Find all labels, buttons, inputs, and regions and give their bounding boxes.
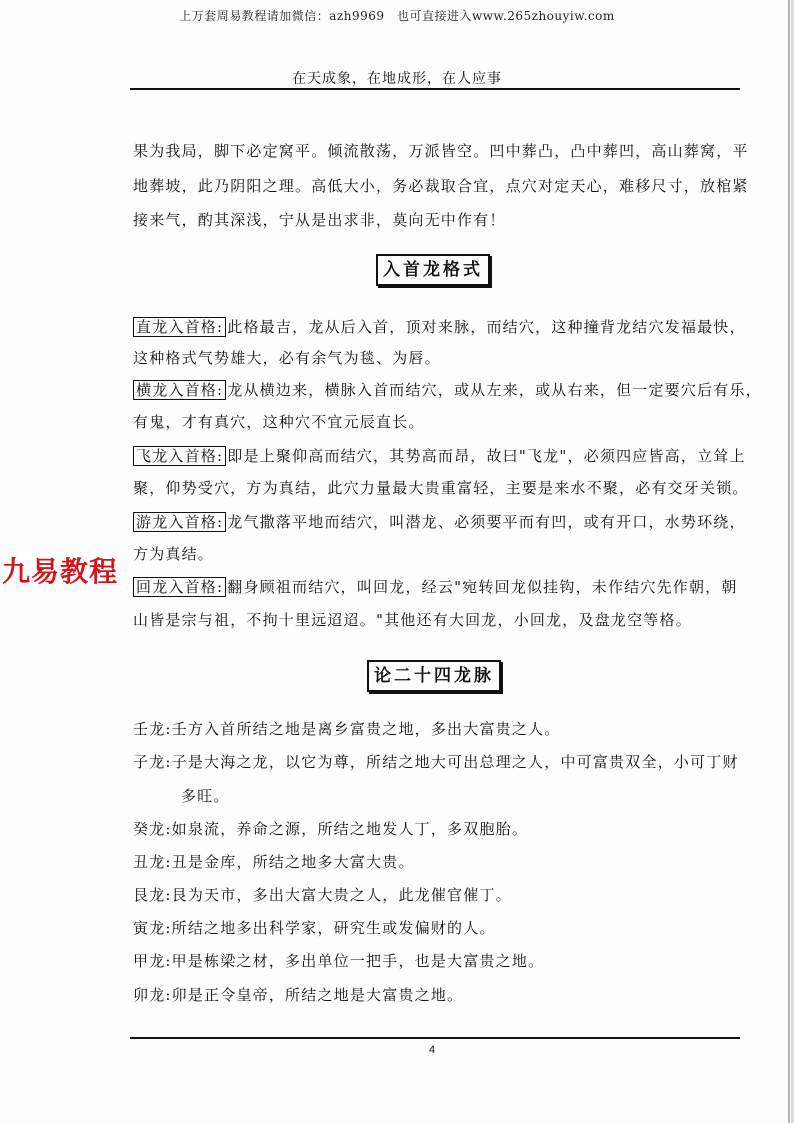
- dragon-item: [133, 951, 544, 971]
- item-line: [133, 577, 738, 597]
- dragon-item: [133, 752, 739, 772]
- page-number: 4: [428, 1044, 436, 1056]
- dragon-label: 癸龙:: [133, 820, 172, 838]
- item-line: [133, 380, 762, 400]
- intro-line-3: 接来气，酌其深浅，宁从是出求非，莫向无中作有！: [133, 211, 506, 229]
- dragon-item: [133, 885, 512, 905]
- dragon-text: 卯是正令皇帝，所结之地是大富贵之地。: [171, 986, 464, 1004]
- item-line-cont: 这种格式气势雄大，必有余气为毯、为唇。: [133, 349, 441, 367]
- dragon-text: 所结之地多出科学家，研究生或发偏财的人。: [171, 919, 496, 937]
- dragon-text: 子是大海之龙，以它为尊，所结之地大可出总理之人，中可富贵双全，小可丁财: [171, 753, 739, 771]
- item-line-cont: 有鬼，才有真穴，这种穴不宜元辰直长。: [133, 413, 425, 431]
- dragon-item-cont: 多旺。: [181, 787, 230, 805]
- dragon-label: 甲龙:: [133, 952, 172, 970]
- dragon-label: 子龙:: [133, 753, 172, 771]
- item-text: 此格最吉，龙从后入首，顶对来脉，而结穴，这种撞背龙结穴发福最快，: [227, 318, 746, 336]
- item-text: 龙气撒落平地而结穴，叫潜龙、必须要平而有凹，或有开口，水势环绕，: [227, 513, 746, 531]
- dragon-label: 丑龙:: [133, 853, 172, 871]
- dragon-text: 艮为天市，多出大富大贵之人，此龙催官催丁。: [171, 886, 512, 904]
- section-title-rushou-longge: 入首龙格式: [376, 254, 490, 286]
- section-title-ershisi-longmai: 论二十四龙脉: [367, 660, 501, 692]
- item-label: 直龙入首格:: [133, 317, 226, 337]
- watermark-logo: 九易教程: [2, 550, 118, 590]
- item-text: 翻身顾祖而结穴，叫回龙，经云"宛转回龙似挂钩，未作结穴先作朝，朝: [227, 578, 738, 596]
- dragon-text: 如泉流，养命之源，所结之地发人丁，多双胞胎。: [171, 820, 529, 838]
- footer-rule: [130, 1037, 740, 1039]
- header-rule: [130, 88, 740, 90]
- item-text: 龙从横边来，横脉入首而结穴，或从左来，或从右来，但一定要穴后有乐，: [227, 381, 762, 399]
- dragon-item: [133, 719, 560, 739]
- dragon-label: 壬龙:: [133, 720, 172, 738]
- running-header: 在天成象，在地成形，在人应事: [292, 71, 502, 87]
- item-line: [133, 512, 746, 532]
- intro-line-1: 果为我局，脚下必定窝平。倾流散荡，万派皆空。凹中葬凸，凸中葬凹，高山葬窝，平: [133, 142, 749, 160]
- intro-line-2: 地葬坡，此乃阴阳之理。高低大小，务必裁取合宜，点穴对定天心，难移尺寸，放棺紧: [133, 177, 749, 195]
- item-line: [133, 446, 746, 466]
- item-line-cont: 方为真结。: [133, 545, 215, 563]
- dragon-item: [133, 819, 528, 839]
- item-label: 游龙入首格:: [133, 512, 226, 532]
- item-label: 飞龙入首格:: [133, 446, 226, 466]
- dragon-label: 寅龙:: [133, 919, 172, 937]
- dragon-label: 卯龙:: [133, 986, 172, 1004]
- dragon-item: [133, 852, 415, 872]
- top-notice: 上万套周易教程请加微信：azh9969 也可直接进入www.265zhouyiw.com: [179, 9, 615, 23]
- item-line: [133, 317, 746, 337]
- item-text: 即是上聚仰高而结穴，其势高而昂，故曰"飞龙"，必须四应皆高，立耸上: [227, 447, 746, 465]
- dragon-label: 艮龙:: [133, 886, 172, 904]
- item-line-cont: 山皆是宗与祖，不拘十里远迢迢。"其他还有大回龙，小回龙，及盘龙空等格。: [133, 611, 692, 629]
- item-label: 回龙入首格:: [133, 577, 226, 597]
- dragon-item: [133, 985, 463, 1005]
- dragon-item: [133, 918, 496, 938]
- item-label: 横龙入首格:: [133, 380, 226, 400]
- dragon-text: 壬方入首所结之地是离乡富贵之地，多出大富贵之人。: [171, 720, 561, 738]
- dragon-text: 丑是金库，所结之地多大富大贵。: [171, 853, 415, 871]
- dragon-text: 甲是栋梁之材，多出单位一把手，也是大富贵之地。: [171, 952, 545, 970]
- scan-edge-shadow: [788, 0, 790, 1123]
- item-line-cont: 聚，仰势受穴，方为真结，此穴力量最大贵重富轻，主要是来水不聚，必有交牙关锁。: [133, 479, 749, 497]
